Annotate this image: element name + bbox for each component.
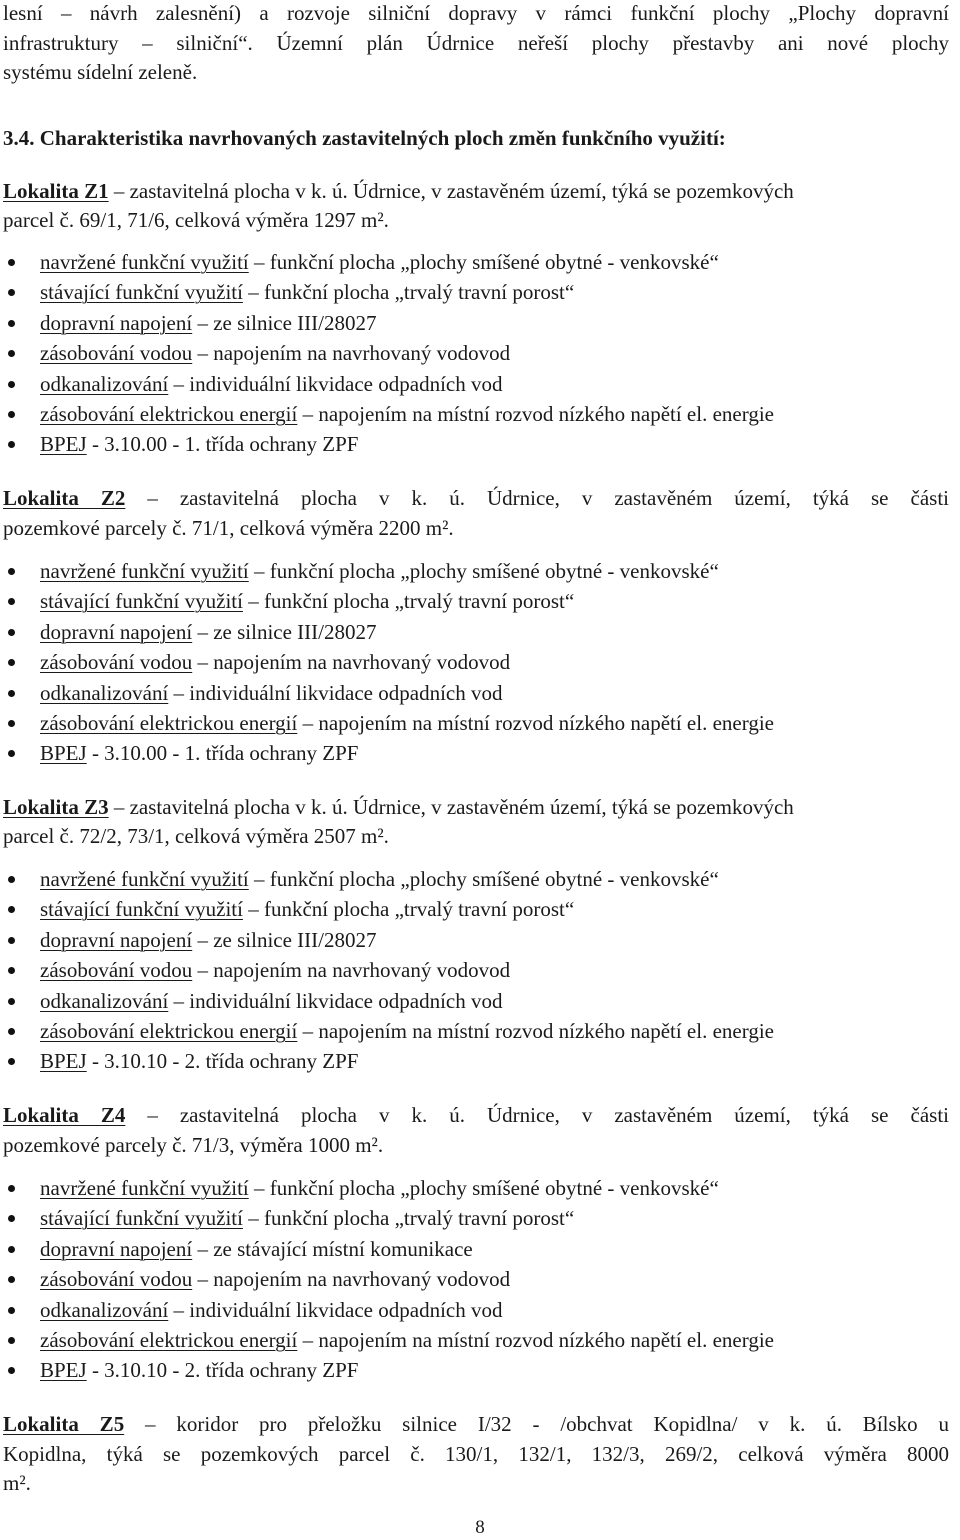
list-item-label: navržené funkční využití — [40, 867, 249, 891]
list-item-text: – napojením na místní rozvod nízkého napětí el. energie — [297, 1019, 775, 1043]
bullet-icon — [8, 998, 15, 1005]
bullet-icon — [8, 1337, 15, 1344]
list-item-text: – napojením na navrhovaný vodovod — [192, 1267, 511, 1292]
locality-z3-desc-line-2: parcel č. 72/2, 73/1, celková výměra 2507 m². — [3, 824, 389, 848]
bullet-icon — [8, 1246, 15, 1253]
bullet-icon — [8, 1307, 15, 1314]
list-item-text: – napojením na navrhovaný vodovod — [192, 650, 511, 675]
bullet-icon — [8, 690, 15, 697]
list-item-label: stávající funkční využití — [40, 1206, 243, 1231]
list-item-text: - 3.10.10 - 2. třída ochrany ZPF — [86, 1358, 359, 1383]
list-item-label: zásobování elektrickou energií — [40, 1328, 298, 1352]
locality-z5-desc-line-3: m². — [3, 1471, 31, 1495]
bullet-icon — [8, 411, 15, 418]
bullet-icon — [8, 876, 15, 883]
list-item-text: – napojením na navrhovaný vodovod — [192, 958, 511, 983]
list-item-label: zásobování elektrickou energií — [40, 402, 298, 426]
list-item-text: – individuální likvidace odpadních vod — [168, 371, 503, 396]
bullet-icon — [8, 1367, 15, 1374]
list-item-text: - 3.10.00 - 1. třída ochrany ZPF — [86, 741, 359, 766]
bullet-icon — [8, 441, 15, 448]
list-item-text: – funkční plocha „trvalý travní porost“ — [242, 280, 575, 305]
list-item-label: dopravní napojení — [40, 1236, 193, 1261]
list-item-label: BPEJ — [40, 432, 87, 457]
list-item-label: zásobování elektrickou energií — [40, 711, 298, 735]
list-item-text: – ze stávající místní komunikace — [192, 1236, 473, 1261]
list-item-label: navržené funkční využití — [40, 250, 249, 274]
intro-line-1: lesní – návrh zalesnění) a rozvoje silniční dopravy v rámci funkční plochy „Plochy dopravní — [3, 1, 949, 25]
list-item-label: stávající funkční využití — [40, 589, 243, 614]
locality-z4-desc-line-2: pozemkové parcely č. 71/3, výměra 1000 m². — [3, 1133, 384, 1157]
intro-line-2: infrastruktury – silniční“. Územní plán Údrnice neřeší plochy přestavby ani nové plochy — [3, 31, 949, 55]
bullet-icon — [8, 1028, 15, 1035]
locality-z2-desc-line-1: Lokalita Z2 – zastavitelná plocha v k. ú. Údrnice, v zastavěném území, týká se části — [3, 486, 949, 510]
list-item-text: – individuální likvidace odpadních vod — [168, 1297, 503, 1322]
list-item-text: – funkční plocha „trvalý travní porost“ — [242, 589, 575, 614]
list-item-label: odkanalizování — [40, 1297, 169, 1322]
locality-z1-desc-line-2: parcel č. 69/1, 71/6, celková výměra 1297 m². — [3, 208, 389, 232]
list-item-label: zásobování vodou — [40, 958, 193, 983]
locality-z2-name: Lokalita Z2 — [3, 486, 126, 510]
bullet-icon — [8, 720, 15, 727]
list-item-text: – napojením na navrhovaný vodovod — [192, 341, 511, 366]
bullet-icon — [8, 568, 15, 575]
locality-z2-desc-line-2: pozemkové parcely č. 71/1, celková výměra 2200 m². — [3, 516, 454, 540]
bullet-icon — [8, 906, 15, 913]
section-heading: 3.4. Charakteristika navrhovaných zastavitelných ploch změn funkčního využití: — [3, 126, 726, 150]
list-item-text: – napojením na místní rozvod nízkého napětí el. energie — [297, 711, 775, 735]
list-item-text: – funkční plocha „plochy smíšené obytné - venkovské“ — [248, 250, 719, 274]
bullet-icon — [8, 750, 15, 757]
list-item-label: odkanalizování — [40, 680, 169, 705]
list-item-label: BPEJ — [40, 741, 87, 766]
list-item-label: odkanalizování — [40, 371, 169, 396]
list-item-label: stávající funkční využití — [40, 897, 243, 922]
bullet-icon — [8, 381, 15, 388]
bullet-icon — [8, 350, 15, 357]
list-item-text: – individuální likvidace odpadních vod — [168, 680, 503, 705]
bullet-icon — [8, 1185, 15, 1192]
list-item-text: - 3.10.00 - 1. třída ochrany ZPF — [86, 432, 359, 457]
locality-z5-desc-line-2: Kopidlna, týká se pozemkových parcel č. 130/1, 132/1, 132/3, 269/2, celková výměra 8000 — [3, 1442, 949, 1466]
list-item-label: dopravní napojení — [40, 927, 193, 952]
bullet-icon — [8, 1058, 15, 1065]
list-item-label: zásobování elektrickou energií — [40, 1019, 298, 1043]
intro-line-3: systému sídelní zeleně. — [3, 60, 198, 84]
bullet-icon — [8, 937, 15, 944]
bullet-icon — [8, 659, 15, 666]
list-item-text: – napojením na místní rozvod nízkého napětí el. energie — [297, 1328, 775, 1352]
list-item-text: – funkční plocha „trvalý travní porost“ — [242, 897, 575, 922]
list-item-label: BPEJ — [40, 1049, 87, 1074]
list-item-label: navržené funkční využití — [40, 1176, 249, 1200]
list-item-label: stávající funkční využití — [40, 280, 243, 305]
list-item-label: zásobování vodou — [40, 650, 193, 675]
list-item-text: – individuální likvidace odpadních vod — [168, 988, 503, 1013]
list-item-label: zásobování vodou — [40, 1267, 193, 1292]
list-item-text: – ze silnice III/28027 — [192, 310, 377, 335]
bullet-icon — [8, 1276, 15, 1283]
locality-z5-name: Lokalita Z5 — [3, 1412, 125, 1436]
list-item-label: BPEJ — [40, 1358, 87, 1383]
list-item-label: odkanalizování — [40, 988, 169, 1013]
list-item-text: – funkční plocha „plochy smíšené obytné - venkovské“ — [248, 559, 719, 583]
bullet-icon — [8, 1215, 15, 1222]
list-item-text: - 3.10.10 - 2. třída ochrany ZPF — [86, 1049, 359, 1074]
locality-z3-desc-line-1: Lokalita Z3 – zastavitelná plocha v k. ú. Údrnice, v zastavěném území, týká se pozemkových — [3, 795, 794, 819]
locality-z3-name: Lokalita Z3 — [3, 795, 109, 819]
bullet-icon — [8, 289, 15, 296]
locality-z1-name: Lokalita Z1 — [3, 179, 109, 203]
list-item-label: dopravní napojení — [40, 310, 193, 335]
list-item-text: – funkční plocha „plochy smíšené obytné - venkovské“ — [248, 1176, 719, 1200]
list-item-label: zásobování vodou — [40, 341, 193, 366]
locality-z1-desc-line-1: Lokalita Z1 – zastavitelná plocha v k. ú. Údrnice, v zastavěném území, týká se pozemkových — [3, 179, 794, 203]
locality-z4-name: Lokalita Z4 — [3, 1103, 126, 1127]
locality-z5-desc-line-1: Lokalita Z5 – koridor pro přeložku silnice I/32 - /obchvat Kopidlna/ v k. ú. Bílsko u — [3, 1412, 949, 1436]
bullet-icon — [8, 967, 15, 974]
bullet-icon — [8, 629, 15, 636]
bullet-icon — [8, 320, 15, 327]
list-item-label: navržené funkční využití — [40, 559, 249, 583]
bullet-icon — [8, 259, 15, 266]
page-number: 8 — [475, 1517, 485, 1538]
list-item-text: – ze silnice III/28027 — [192, 619, 377, 644]
list-item-label: dopravní napojení — [40, 619, 193, 644]
list-item-text: – funkční plocha „plochy smíšené obytné - venkovské“ — [248, 867, 719, 891]
list-item-text: – funkční plocha „trvalý travní porost“ — [242, 1206, 575, 1231]
bullet-icon — [8, 598, 15, 605]
locality-z4-desc-line-1: Lokalita Z4 – zastavitelná plocha v k. ú. Údrnice, v zastavěném území, týká se části — [3, 1103, 949, 1127]
list-item-text: – napojením na místní rozvod nízkého napětí el. energie — [297, 402, 775, 426]
list-item-text: – ze silnice III/28027 — [192, 927, 377, 952]
